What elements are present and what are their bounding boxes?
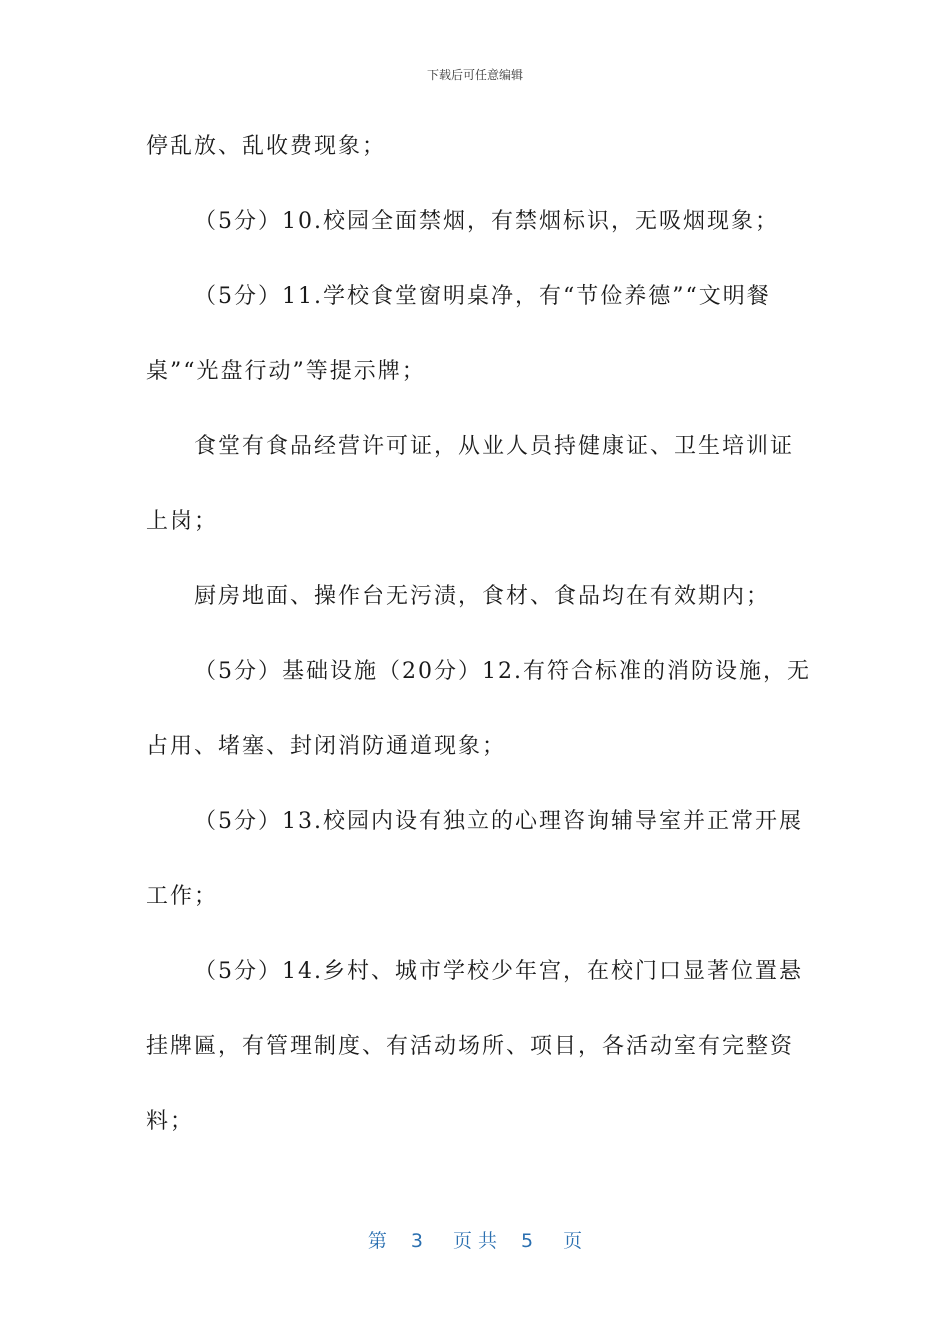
total-pages-number: 5 [521, 1230, 534, 1252]
page-label-prefix: 第 [367, 1230, 387, 1252]
current-page-number: 3 [410, 1230, 423, 1252]
text-line: （5分）11.学校食堂窗明桌净，有“节俭养德”“文明餐 [194, 284, 771, 309]
text-line: 占用、堵塞、封闭消防通道现象； [146, 734, 507, 759]
page-footer [0, 1226, 950, 1253]
text-line: 厨房地面、操作台无污渍，食材、食品均在有效期内； [194, 584, 771, 609]
text-line: 上岗； [146, 509, 219, 534]
text-line: （5分）基础设施（20分）12.有符合标准的消防设施，无 [194, 659, 811, 684]
header-note: 下载后可任意编辑 [426, 68, 523, 82]
text-line: （5分）14.乡村、城市学校少年宫，在校门口显著位置悬 [194, 959, 803, 984]
page-label-suffix: 页 [563, 1230, 583, 1252]
text-line: 料； [146, 1109, 195, 1134]
text-line: 食堂有食品经营许可证，从业人员持健康证、卫生培训证 [194, 434, 795, 459]
text-line: 工作； [146, 884, 219, 909]
text-line: （5分）10.校园全面禁烟，有禁烟标识，无吸烟现象； [194, 209, 779, 234]
page-label-mid: 页 共 [452, 1230, 498, 1252]
text-line: 停乱放、乱收费现象； [146, 134, 387, 159]
text-line: （5分）13.校园内设有独立的心理咨询辅导室并正常开展 [194, 809, 803, 834]
text-line: 挂牌匾，有管理制度、有活动场所、项目，各活动室有完整资 [146, 1034, 795, 1059]
document-body [146, 128, 811, 1178]
text-line: 桌”“光盘行动”等提示牌； [146, 359, 426, 384]
